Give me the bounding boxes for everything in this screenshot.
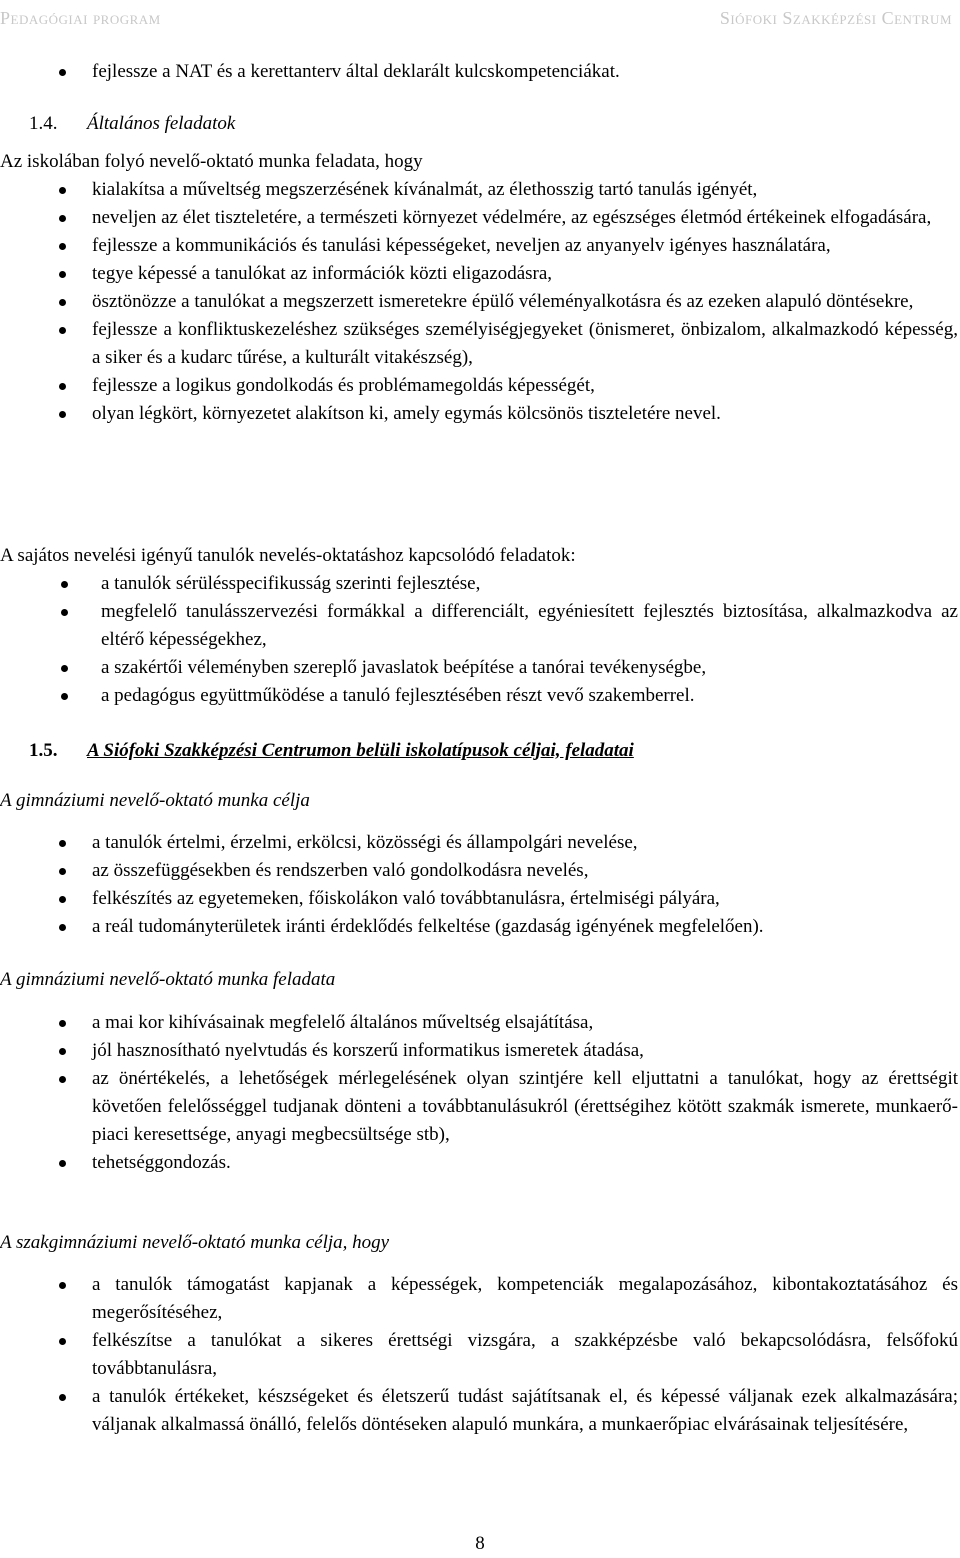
gimn-task-heading: A gimnáziumi nevelő-oktató munka feladata [0, 969, 336, 990]
list-item: fejlessze a kommunikációs és tanulási képességeket, neveljen az anyanyelv igényes használatára, [0, 232, 958, 260]
list-item: neveljen az élet tiszteletére, a természeti környezet védelmére, az egészséges életmód értékeinek elfogadására, [0, 204, 958, 232]
list-item: tegye képessé a tanulókat az információk közti eligazodásra, [0, 260, 958, 288]
szakgimn-list [0, 1271, 958, 1439]
special-lead: A sajátos nevelési igényű tanulók nevelés-oktatáshoz kapcsolódó feladatok: [0, 545, 576, 566]
gimn-task-list-block [0, 1009, 958, 1177]
header-left: Pedagógiai program [0, 8, 161, 28]
list-item: fejlessze a NAT és a kerettanterv által deklarált kulcskompetenciákat. [0, 58, 958, 86]
list-item: az önértékelés, a lehetőségek mérlegelésének olyan szintjére kell eljuttatni a tanulókat, hogy az érettségit követően felelősséggel tudjanak dönteni a továbbtanulásukról (érettségihez kötött szakmák ismerete, munkaerő-piaci keresettsége, anyagi megbecsültsége stb), [0, 1065, 958, 1149]
general-tasks-list [0, 176, 958, 428]
intro-list [0, 58, 958, 86]
intro-list-block [0, 58, 958, 86]
list-item: olyan légkört, környezetet alakítson ki, amely egymás kölcsönös tiszteletére nevel. [0, 400, 958, 428]
section-1-5-heading [0, 737, 958, 765]
section-title: A Siófoki Szakképzési Centrumon belüli iskolatípusok céljai, feladatai [87, 740, 634, 761]
gimn-goal-block [0, 787, 958, 815]
list-item: a tanulók értelmi, érzelmi, erkölcsi, közösségi és állampolgári nevelése, [0, 829, 958, 857]
list-item: jól hasznosítható nyelvtudás és korszerű informatikus ismeretek átadása, [0, 1037, 958, 1065]
list-item: tehetséggondozás. [0, 1149, 958, 1177]
section-1-4-heading [0, 110, 958, 138]
header-right: Siófoki Szakképzési Centrum [719, 8, 952, 28]
gimn-task-block [0, 966, 958, 994]
gimn-goal-heading: A gimnáziumi nevelő-oktató munka célja [0, 790, 310, 811]
section-number: 1.5. [29, 740, 58, 761]
list-item: a tanulók sérülésspecifikusság szerinti fejlesztése, [0, 570, 958, 598]
list-item: a mai kor kihívásainak megfelelő általános műveltség elsajátítása, [0, 1009, 958, 1037]
szakgimn-block [0, 1229, 958, 1257]
list-item: a tanulók támogatást kapjanak a képességek, kompetenciák megalapozásához, kibontakoztatásához és megerősítéséhez, [0, 1271, 958, 1327]
list-item: felkészítés az egyetemeken, főiskolákon való továbbtanulásra, értelmiségi pályára, [0, 885, 958, 913]
gimn-goal-list [0, 829, 958, 941]
section-number: 1.4. [29, 113, 58, 134]
special-needs-block [0, 542, 958, 710]
gimn-task-list [0, 1009, 958, 1177]
list-item: az összefüggésekben és rendszerben való gondolkodásra nevelés, [0, 857, 958, 885]
section-lead: Az iskolában folyó nevelő-oktató munka feladata, hogy [0, 151, 423, 172]
gimn-goal-list-block [0, 829, 958, 941]
list-item: felkészítse a tanulókat a sikeres érettségi vizsgára, a szakképzésbe való bekapcsolódásra, felsőfokú továbbtanulásra, [0, 1327, 958, 1383]
section-1-4-body [0, 148, 958, 428]
list-item: fejlessze a konfliktuskezeléshez szükséges személyiségjegyeket (önismeret, önbizalom, alkalmazkodó képesség, a siker és a kudarc tűrése, a kulturált vitakészség), [0, 316, 958, 372]
szakgimn-heading: A szakgimnáziumi nevelő-oktató munka célja, hogy [0, 1232, 390, 1253]
list-item: a reál tudományterületek iránti érdeklődés felkeltése (gazdaság igényének megfelelően). [0, 913, 958, 941]
szakgimn-list-block [0, 1271, 958, 1439]
list-item: a szakértői véleményben szereplő javaslatok beépítése a tanórai tevékenységbe, [0, 654, 958, 682]
list-item: megfelelő tanulásszervezési formákkal a differenciált, egyéniesített fejlesztés biztosítása, alkalmazkodva az eltérő képességekhez, [0, 598, 958, 654]
list-item: a tanulók értékeket, készségeket és életszerű tudást sajátítsanak el, és képessé váljanak ezek alkalmazására; váljanak alkalmassá önálló, felelős döntéseken alapuló munkára, a munkaerőpiac elvárásainak teljesítésére, [0, 1383, 958, 1439]
page-number: 8 [475, 1533, 485, 1554]
list-item: fejlessze a logikus gondolkodás és problémamegoldás képességét, [0, 372, 958, 400]
list-item: a pedagógus együttműködése a tanuló fejlesztésében részt vevő szakemberrel. [0, 682, 958, 710]
special-needs-list [0, 570, 958, 710]
list-item: ösztönözze a tanulókat a megszerzett ismeretekre épülő véleményalkotásra és az ezeken alapuló döntésekre, [0, 288, 958, 316]
section-title: Általános feladatok [87, 113, 236, 134]
page-header [0, 4, 960, 26]
list-item: kialakítsa a műveltség megszerzésének kívánalmát, az élethosszig tartó tanulás igényét, [0, 176, 958, 204]
